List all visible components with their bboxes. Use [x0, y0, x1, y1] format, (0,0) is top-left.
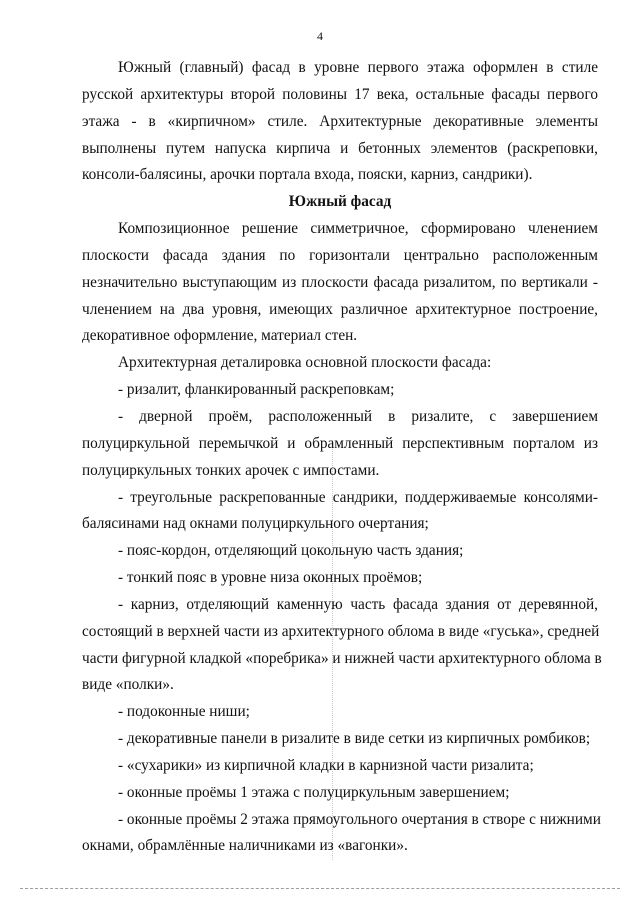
text-line: консоли-балясины, арочки портала входа, пояски, карниз, сандрики).	[82, 166, 533, 184]
page-number: 4	[317, 29, 323, 43]
text-line: - ризалит, фланкированный раскреповкам;	[118, 381, 395, 399]
text-line: виде «полки».	[82, 676, 174, 694]
text-line: выполнены путем напуска кирпича и бетонных элементов (раскреповки,	[82, 139, 598, 157]
text-line: плоскости фасада здания по горизонтали центрально расположенным	[82, 246, 598, 264]
section-heading: Южный фасад	[288, 193, 392, 211]
text-line: - дверной проём, расположенный в ризалите, с завершением	[118, 407, 598, 425]
text-line: русской архитектуры второй половины 17 века, остальные фасады первого	[82, 85, 598, 103]
text-line: балясинами над окнами полуциркульного очертания;	[82, 515, 429, 533]
text-line: - оконные проёмы 1 этажа с полуциркульным завершением;	[118, 783, 510, 801]
text-line: Архитектурная деталировка основной плоскости фасада:	[118, 354, 492, 372]
text-line: полуциркульной перемычкой и обрамленный перспективным порталом из	[82, 434, 598, 452]
text-line: - пояс-кордон, отделяющий цокольную часть здания;	[118, 542, 464, 560]
text-line: части фигурной кладкой «поребрика» и нижней части архитектурного облома в	[82, 649, 602, 667]
text-line: незначительно выступающим из плоскости фасада ризалитом, по вертикали -	[82, 273, 598, 291]
page-bottom-edge	[20, 888, 620, 889]
document-body	[82, 55, 602, 860]
text-line: - тонкий пояс в уровне низа оконных проёмов;	[118, 569, 423, 587]
text-line: Южный (главный) фасад в уровне первого этажа оформлен в стиле	[118, 59, 598, 76]
text-line: - треугольные раскрепованные сандрики, поддерживаемые консолями-	[118, 488, 598, 506]
text-line: состоящий в верхней части из архитектурного облома в виде «гуська», средней	[82, 622, 600, 640]
text-line: - подоконные ниши;	[118, 703, 250, 721]
text-line: полуциркульных тонких арочек с импостами.	[82, 461, 380, 479]
text-line: - карниз, отделяющий каменную часть фасада здания от деревянной,	[118, 595, 598, 613]
text-line: окнами, обрамлённые наличниками из «вагонки».	[82, 837, 408, 855]
text-line: - декоративные панели в ризалите в виде сетки из кирпичных ромбиков;	[118, 730, 591, 748]
text-line: членением на два уровня, имеющих различное архитектурное построение,	[82, 300, 598, 318]
text-line: Композиционное решение симметричное, сформировано членением	[118, 220, 598, 238]
text-line: - «сухарики» из кирпичной кладки в карнизной части ризалита;	[118, 756, 534, 774]
text-line: этажа - в «кирпичном» стиле. Архитектурные декоративные элементы	[82, 112, 598, 130]
text-line: декоративное оформление, материал стен.	[82, 327, 358, 345]
text-line: - оконные проёмы 2 этажа прямоугольного очертания в створе с нижними	[118, 810, 601, 828]
